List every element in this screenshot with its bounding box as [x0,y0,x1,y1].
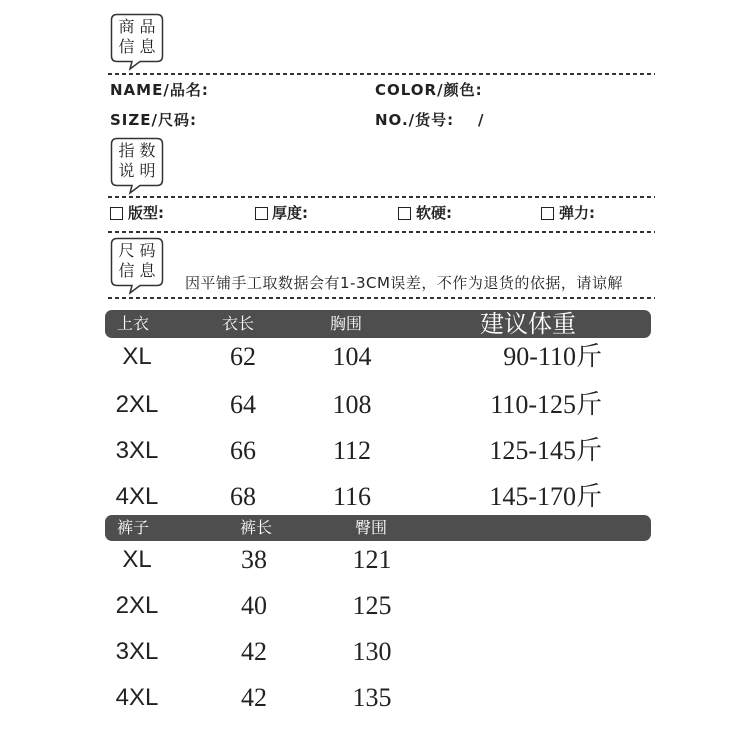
bubble-title-line2: 信息 [118,261,161,280]
bubble-title-line1: 尺码 [118,241,161,260]
table-row [0,342,750,372]
table-row [0,482,750,512]
length-cell: 62 [230,342,256,371]
checkbox-icon [541,207,554,220]
size-field-label: SIZE/尺码: [110,111,197,129]
size-cell: 3XL [115,638,159,665]
size-cell: XL [122,546,152,573]
size-cell: 4XL [115,684,159,711]
table-row [0,683,750,713]
size-cell: XL [122,343,152,370]
bubble-title-line1: 商品 [118,17,161,36]
length-cell: 40 [241,591,267,620]
length-cell: 42 [241,683,267,712]
chest-cell: 104 [332,342,372,371]
pants-header-category: 裤子 [117,518,150,537]
checkbox-icon [398,207,411,220]
size-cell: 3XL [115,437,159,464]
size-cell: 2XL [115,391,159,418]
dashed-divider [108,73,655,75]
pants-header-length: 裤长 [240,518,273,537]
size-info-bubble [110,237,166,297]
tops-header-bar [105,310,651,338]
name-field-label: NAME/品名: [110,81,209,99]
weight-cell: 90-110斤 [503,342,602,371]
dashed-divider [108,196,655,198]
tops-header-category: 上衣 [117,314,150,333]
size-cell: 4XL [115,483,159,510]
dashed-divider [108,231,655,233]
tops-header-chest: 胸围 [330,314,363,333]
product-info-bubble [110,13,166,73]
weight-cell: 110-125斤 [490,390,602,419]
table-row [0,390,750,420]
table-row [0,637,750,667]
length-cell: 64 [230,390,256,419]
item-number-field-label: NO./货号: [375,111,455,129]
color-field-label: COLOR/颜色: [375,81,483,99]
chest-cell: 112 [332,436,372,465]
length-cell: 68 [230,482,256,511]
chest-cell: 116 [332,482,372,511]
weight-cell: 145-170斤 [489,482,602,511]
bubble-title-line2: 信息 [118,37,161,56]
bubble-title-line2: 说明 [118,161,161,180]
table-row [0,436,750,466]
bubble-title-line1: 指数 [118,141,161,160]
hip-cell: 125 [352,591,392,620]
hip-cell: 130 [352,637,392,666]
table-row [0,591,750,621]
length-cell: 66 [230,436,256,465]
length-cell: 42 [241,637,267,666]
dashed-divider [108,297,655,299]
pants-header-hip: 臀围 [355,518,388,537]
weight-cell: 125-145斤 [489,436,602,465]
length-cell: 38 [241,545,267,574]
tops-header-weight: 建议体重 [480,310,576,338]
tops-header-length: 衣长 [222,314,255,333]
index-softness-label: 软硬: [416,204,452,222]
index-thickness-label: 厚度: [272,204,308,222]
index-fit-label: 版型: [128,204,164,222]
item-number-value: / [478,111,485,129]
pants-header-bar [105,515,651,541]
measurement-note: 因平铺手工取数据会有1-3CM误差，不作为退货的依据，请谅解 [185,274,623,292]
index-elasticity-label: 弹力: [559,204,595,222]
index-description-bubble [110,137,166,197]
table-row [0,545,750,575]
size-cell: 2XL [115,592,159,619]
checkbox-icon [110,207,123,220]
checkbox-icon [255,207,268,220]
chest-cell: 108 [332,390,372,419]
hip-cell: 135 [352,683,392,712]
hip-cell: 121 [352,545,392,574]
